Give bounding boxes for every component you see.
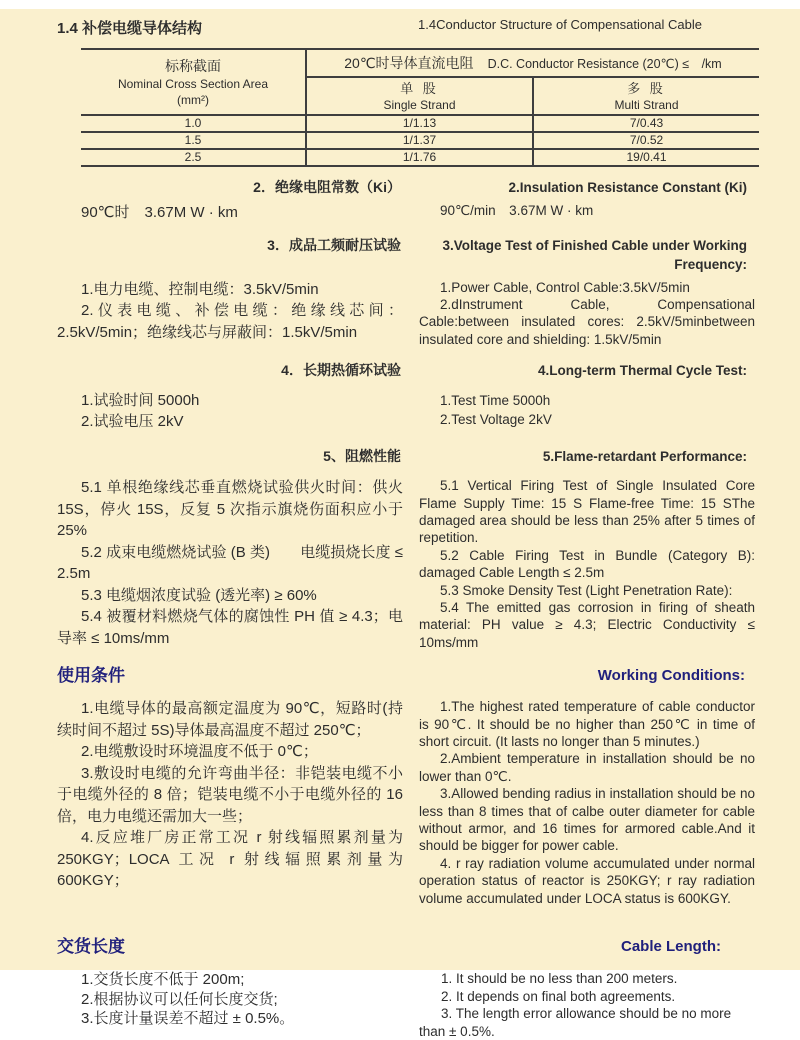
length-item-en: 1. It should be no less than 200 meters. <box>441 971 678 987</box>
cell-multi-strand: 19/0.41 <box>626 150 667 164</box>
multi-strand-zh: 多 股 <box>627 81 666 96</box>
thermal-item-en: 2.Test Voltage 2kV <box>440 412 552 428</box>
col1-header-zh: 标称截面 <box>165 58 221 74</box>
cell-single-strand: 1/1.76 <box>307 150 534 165</box>
title-row <box>57 17 755 38</box>
table-header <box>81 50 759 116</box>
page-title-zh: 1.4 补偿电缆导体结构 <box>57 20 203 37</box>
thermal-item-zh: 2.试验电压 2kV <box>81 412 184 430</box>
length-heading-en: Cable Length: <box>621 938 721 956</box>
cell-multi-strand: 7/0.43 <box>629 116 664 130</box>
cell-single-strand: 1/1.13 <box>307 116 534 131</box>
cell-cross-section: 1.5 <box>81 133 307 148</box>
cell-cross-section: 2.5 <box>81 150 307 165</box>
flame-heading-zh: 5、阻燃性能 <box>323 448 401 465</box>
subheader-single-strand <box>307 78 534 114</box>
length-item-en: 2. It depends on final both agreements. <box>441 988 676 1004</box>
working-item-zh: 3.敷设时电缆的允许弯曲半径：非铠装电缆不小于电缆外径的 8 倍；铠装电缆不小于电缆外径的 16 倍，电力电缆还需加大一些； <box>57 764 403 825</box>
cell-cross-section: 1.0 <box>81 116 307 131</box>
voltage-item-zh: 2.仪表电缆、补偿电缆：绝缘线芯间：2.5kV/5min；绝缘线芯与屏蔽间：1.5kV/5min <box>57 302 403 341</box>
section-flame-retardant <box>57 447 755 651</box>
resistance-main-header <box>307 50 759 78</box>
cell-multi-strand: 7/0.52 <box>629 133 664 147</box>
working-item-en: 4. r ray radiation volume accumulated under normal operation status of reactor is 250KGY; r ray radiation volume accumulated under LOCA status is 600KGY. <box>419 855 755 906</box>
flame-item-en: 5.4 The emitted gas corrosion in firing of sheath material: PH value ≥ 4.3; Electric Conductivity ≤ 10ms/mm <box>419 599 755 650</box>
voltage-item-zh: 1.电力电缆、控制电缆：3.5kV/5min <box>81 280 319 298</box>
length-item-zh: 1.交货长度不低于 200m; <box>81 971 245 989</box>
working-item-en: 2.Ambient temperature in installation should be no lower than 0℃. <box>419 751 755 784</box>
resistance-header-zh: 20℃时导体直流电阻 <box>344 55 474 71</box>
col1-header-en: Nominal Cross Section Area <box>117 77 269 91</box>
insulation-value-zh: 90℃时 3.67M W · km <box>81 204 238 221</box>
page-content <box>0 9 800 1040</box>
subheader-multi-strand <box>534 78 759 114</box>
thermal-heading-en: 4.Long-term Thermal Cycle Test: <box>537 363 747 379</box>
table-header-right <box>307 50 759 114</box>
flame-item-en: 5.1 Vertical Firing Test of Single Insulated Core Flame Supply Time: 15 S Flame-free Time: 15 SThe damaged area should be less than 25% after 5 times of repetition. <box>419 478 755 546</box>
section-thermal-cycle <box>57 361 755 432</box>
working-item-en: 3.Allowed bending radius in installation should be no less than 8 times that of calbe outer diameter for cable without armor, and 16 times for armored cable.And it should be bigger for power cable. <box>419 786 755 854</box>
voltage-item-en: 1.Power Cable, Control Cable:3.5kV/5min <box>440 279 690 295</box>
conductor-structure-table <box>81 48 759 167</box>
flame-heading-en: 5.Flame-retardant Performance: <box>542 449 747 465</box>
working-heading-en: Working Conditions: <box>597 667 745 685</box>
multi-strand-en: Multi Strand <box>614 98 679 112</box>
working-item-zh: 2.电缆敷设时环境温度不低于 0℃； <box>81 743 318 761</box>
single-strand-zh: 单 股 <box>400 81 439 96</box>
working-item-en: 1.The highest rated temperature of cable conductor is 90℃. It should be no higher than 250℃ in time of short circuit. (It lasts no longer than 5 minutes.) <box>419 699 755 749</box>
section-working-conditions <box>57 666 755 907</box>
flame-item-zh: 5.1 单根绝缘线芯垂直燃烧试验供火时间：供火15S，停火 15S，反复 5 次指示旗烧伤面积应小于 25% <box>57 479 403 540</box>
insulation-value-en: 90℃/min 3.67M W · km <box>440 203 594 218</box>
working-heading-zh: 使用条件 <box>57 666 125 686</box>
table-row <box>81 116 759 133</box>
resistance-header-en: D.C. Conductor Resistance (20℃) ≤ /km <box>487 57 722 71</box>
section-insulation <box>57 178 755 224</box>
thermal-heading-zh: 4．长期热循环试验 <box>281 362 401 379</box>
insulation-heading-en: 2.Insulation Resistance Constant (Ki) <box>508 180 747 195</box>
insulation-heading-zh: 2．绝缘电阻常数（Ki） <box>253 179 401 195</box>
working-item-zh: 1.电缆导体的最高额定温度为 90℃，短路时(持续时间不超过 5S)导体最高温度不超过 250℃； <box>57 700 403 739</box>
flame-item-en: 5.3 Smoke Density Test (Light Penetration Rate): <box>440 582 733 598</box>
table-row <box>81 150 759 167</box>
thermal-item-en: 1.Test Time 5000h <box>440 393 551 409</box>
length-item-zh: 2.根据协议可以任何长度交货; <box>81 990 278 1008</box>
page-title-en: 1.4Conductor Structure of Compensational Cable <box>418 17 702 32</box>
cell-single-strand: 1/1.37 <box>307 133 534 148</box>
table-subheader-row <box>307 78 759 114</box>
top-strip <box>0 0 800 9</box>
length-item-en: 3. The length error allowance should be no more than ± 0.5%. <box>419 1006 732 1039</box>
table-col1-header <box>81 50 307 114</box>
voltage-heading-zh: 3．成品工频耐压试验 <box>267 236 401 253</box>
section-cable-length <box>57 937 755 1040</box>
flame-item-en: 5.2 Cable Firing Test in Bundle (Category B): damaged Cable Length ≤ 2.5m <box>419 547 755 581</box>
flame-item-zh: 5.2 成束电缆燃烧试验 (B 类) 电缆损烧长度 ≤ 2.5m <box>57 543 403 583</box>
voltage-heading-en: 3.Voltage Test of Finished Cable under Working Frequency: <box>442 237 747 272</box>
working-item-zh: 4.反应堆厂房正常工况 r 射线辐照累剂量为 250KGY；LOCA 工况 r 射线辐照累剂量为 600KGY； <box>57 829 403 890</box>
thermal-item-zh: 1.试验时间 5000h <box>81 392 200 410</box>
flame-item-zh: 5.4 被覆材料燃烧气体的腐蚀性 PH 值 ≥ 4.3；电导率 ≤ 10ms/mm <box>57 608 403 647</box>
length-item-zh: 3.长度计量误差不超过 ± 0.5%。 <box>81 1010 295 1028</box>
col1-header-unit: (mm²) <box>177 93 209 107</box>
section-voltage-test <box>57 236 755 349</box>
flame-item-zh: 5.3 电缆烟浓度试验 (透光率) ≥ 60% <box>81 586 317 604</box>
single-strand-en: Single Strand <box>383 98 456 112</box>
voltage-item-en: 2.dInstrument Cable, Compensational Cable:between insulated cores: 2.5kV/5minbetween insulated core and shielding: 1.5kV/5min <box>419 296 755 347</box>
length-heading-zh: 交货长度 <box>57 937 125 957</box>
table-row <box>81 133 759 150</box>
